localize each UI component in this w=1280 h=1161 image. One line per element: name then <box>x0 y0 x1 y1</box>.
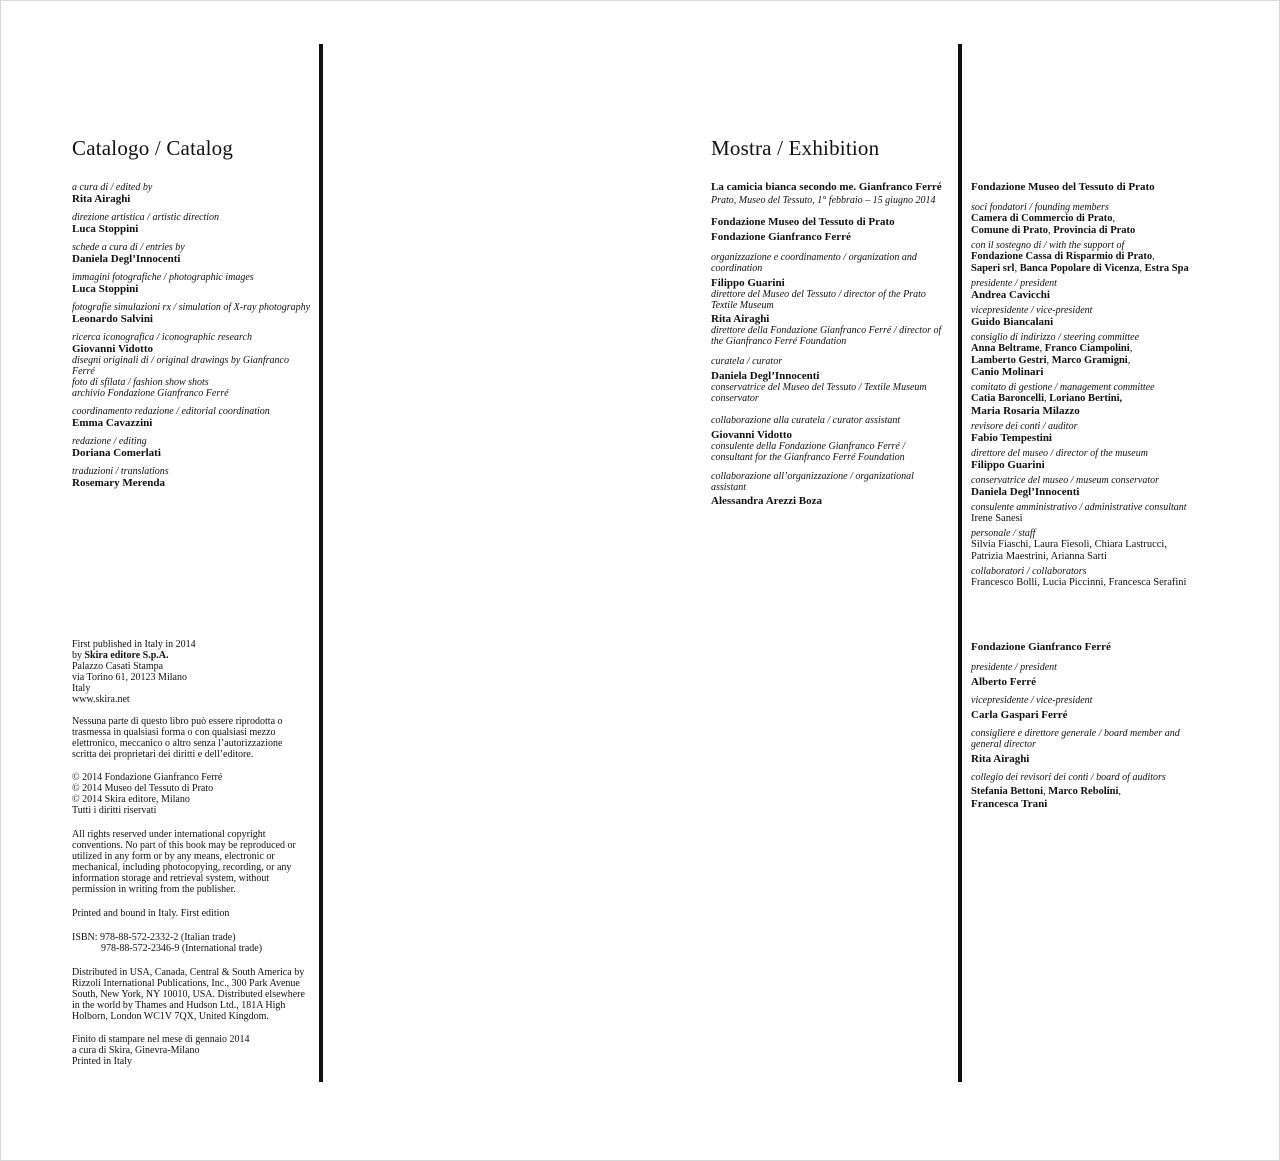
exhibition-venue: Prato, Museo del Tessuto, 1° febbraio – 15 giugno 2014 <box>711 195 936 206</box>
catalog-entry <box>72 466 312 489</box>
exhibition-role: curatela / curator <box>711 356 783 367</box>
catalog-section <box>72 136 312 496</box>
organizer-name: Fondazione Museo del Tessuto di Prato <box>711 216 895 228</box>
vidotto-note: foto di sfilata / fashion show shots <box>72 377 209 388</box>
exhibition-name: Rita Airaghi <box>711 313 770 325</box>
catalog-role: ricerca iconografica / iconographic research <box>72 332 252 343</box>
museum-name: Guido Biancalani <box>971 316 1054 328</box>
ferre-name: Rita Airaghi <box>971 753 1030 765</box>
supporter-name: Banca Popolare di Vicenza <box>1019 262 1140 274</box>
catalog-role: coordinamento redazione / editorial coordination <box>72 406 270 417</box>
supporter-name: Saperi srl <box>971 262 1015 274</box>
separator: , <box>1039 343 1045 354</box>
catalog-role: a cura di / edited by <box>72 182 153 193</box>
management-line <box>971 393 1211 405</box>
support-line <box>971 251 1211 263</box>
museum-role: soci fondatori / founding members <box>971 202 1109 213</box>
separator: , <box>1014 262 1020 274</box>
publisher-website: www.skira.net <box>72 694 130 705</box>
catalog-role: direzione artistica / artistic direction <box>72 212 220 223</box>
museum-name: Daniela Degl’Innocenti <box>971 485 1080 498</box>
museum-name: Fabio Tempestini <box>971 431 1052 444</box>
auditor-name: Marco Rebolini <box>1048 786 1119 797</box>
imprint-section <box>72 639 306 1067</box>
isbn-block <box>72 932 306 954</box>
exhibition-name: Alessandra Arezzi Boza <box>711 495 823 507</box>
museum-role: revisore dei conti / auditor <box>971 420 1078 432</box>
member-name: Lamberto Gestri <box>971 354 1047 366</box>
museum-name: Filippo Guarini <box>971 458 1045 471</box>
museum-role: vicepresidente / vice-president <box>971 305 1093 316</box>
separator: , <box>1129 343 1133 354</box>
exhibition-title: La camicia bianca secondo me. Gianfranco Ferré <box>711 181 942 193</box>
organizer-name: Fondazione Gianfranco Ferré <box>711 231 851 243</box>
auditor-name: Francesca Trani <box>971 797 1048 810</box>
museum-role: consiglio di indirizzo / steering committee <box>971 332 1140 343</box>
vidotto-note: disegni originali di / original drawings by Gianfranco Ferré <box>72 355 289 377</box>
publisher-block <box>72 639 306 705</box>
ferre-role: presidente / president <box>971 662 1057 673</box>
separator: , <box>1152 251 1155 262</box>
founders-block <box>971 202 1211 236</box>
museum-role: con il sostegno di / with the support of <box>971 240 1125 251</box>
catalog-name: Luca Stoppini <box>72 283 139 295</box>
collaborators-line: Francesco Bolli, Lucia Piccinni, Francesca Serafini <box>971 577 1187 588</box>
steering-line <box>971 355 1211 367</box>
catalog-role: schede a cura di / entries by <box>72 242 185 253</box>
member-name: Franco Ciampolini <box>1044 343 1130 354</box>
supporter-name: Estra Spa <box>1144 262 1189 274</box>
museum-name: Andrea Cavicchi <box>971 289 1050 301</box>
publisher-name: Skira editore S.p.A. <box>84 650 169 661</box>
separator: , <box>1048 224 1054 236</box>
catalog-entry <box>72 332 312 399</box>
president-block <box>971 278 1211 301</box>
conservator-block <box>971 475 1211 498</box>
exhibition-role: organizzazione e coordinamento / organization and coordination <box>711 252 917 274</box>
ferre-name: Carla Gaspari Ferré <box>971 709 1068 721</box>
separator: , <box>1127 354 1131 366</box>
exhibition-desc: consulente della Fondazione Gianfranco Ferré / consultant for the Gianfranco Ferré Foundation <box>711 441 906 463</box>
copyright-line: © 2014 Fondazione Gianfranco Ferré <box>72 772 223 783</box>
catalog-entry <box>72 436 312 459</box>
support-block <box>971 240 1211 274</box>
museum-heading: Fondazione Museo del Tessuto di Prato <box>971 181 1155 193</box>
member-name: Loriano Bertini, <box>1049 393 1123 404</box>
colophon-line: Printed in Italy <box>72 1056 132 1067</box>
copyright-line: © 2014 Skira editore, Milano <box>72 794 190 805</box>
imprint-line: Italy <box>72 683 91 694</box>
ferre-auditors-block <box>971 772 1211 810</box>
isbn-line: ISBN: 978-88-572-2332-2 (Italian trade) <box>72 932 236 943</box>
management-block <box>971 382 1211 417</box>
exhibition-name: Giovanni Vidotto <box>711 429 792 441</box>
museum-role: comitato di gestione / management committee <box>971 382 1155 393</box>
ferre-president-block <box>971 662 1211 688</box>
ferre-vice-block <box>971 695 1211 721</box>
exhibition-role: collaborazione all’organizzazione / organizational assistant <box>711 471 914 493</box>
left-vertical-rule <box>319 44 323 1082</box>
organization-block <box>711 252 947 347</box>
rights-italian: Nessuna parte di questo libro può essere riprodotta o trasmessa in qualsiasi forma o con qualsiasi mezzo elettronico, meccanico o altro senza l’autorizzazione scritta dei proprietari dei diritti e dell’editore. <box>72 716 283 760</box>
support-line <box>971 263 1211 275</box>
imprint-line: via Torino 61, 20123 Milano <box>72 672 187 683</box>
vidotto-note: archivio Fondazione Gianfranco Ferré <box>72 388 229 399</box>
museum-role: direttore del museo / director of the museum <box>971 447 1148 459</box>
ferre-board-block <box>971 728 1211 765</box>
colophon-line: Finito di stampare nel mese di gennaio 2014 <box>72 1034 250 1045</box>
catalog-role: traduzioni / translations <box>72 466 169 477</box>
museum-name: Irene Sanesi <box>971 512 1023 524</box>
exhibition-desc: direttore del Museo del Tessuto / director of the Prato Textile Museum <box>711 289 926 311</box>
vice-president-block <box>971 305 1211 328</box>
exhibition-heading: Mostra / Exhibition <box>711 136 880 160</box>
staff-line: Silvia Fiaschi, Laura Fiesoli, Chiara Lastrucci, <box>971 539 1167 550</box>
catalog-entry <box>72 272 312 295</box>
separator: , <box>1043 786 1049 797</box>
colophon-block <box>72 1034 306 1067</box>
auditor-name: Stefania Bettoni <box>971 786 1044 797</box>
admin-consultant-block <box>971 502 1211 525</box>
exhibition-title-block <box>711 181 947 206</box>
steering-block <box>971 332 1211 378</box>
member-name: Marco Gramigni <box>1051 354 1128 366</box>
museum-role: personale / staff <box>971 528 1036 539</box>
staff-line: Patrizia Maestrini, Arianna Sarti <box>971 550 1107 562</box>
catalog-entry <box>72 302 312 325</box>
member-name: Canio Molinari <box>971 366 1044 378</box>
isbn-line: 978-88-572-2346-9 (International trade) <box>101 943 263 954</box>
catalog-name: Daniela Degl’Innocenti <box>72 253 181 265</box>
exhibition-desc: conservatrice del Museo del Tessuto / Textile Museum conservator <box>711 382 927 404</box>
catalog-name: Rosemary Merenda <box>72 477 165 489</box>
staff-block <box>971 528 1211 562</box>
member-name: Catia Baroncelli <box>971 393 1045 404</box>
catalog-role: fotografie simulazioni rx / simulation of X-ray photography <box>72 302 311 313</box>
organizational-assistant-block <box>711 471 947 507</box>
ferre-role: collegio dei revisori dei conti / board of auditors <box>971 772 1166 783</box>
separator: , <box>1139 262 1145 274</box>
catalog-name: Doriana Comerlati <box>72 447 161 459</box>
colophon-line: a cura di Skira, Ginevra-Milano <box>72 1045 200 1056</box>
curator-assistant-block <box>711 415 947 463</box>
copyright-line: Tutti i diritti riservati <box>72 805 157 816</box>
supporter-name: Fondazione Cassa di Risparmio di Prato <box>971 251 1153 262</box>
museum-role: conservatrice del museo / museum conservator <box>971 474 1160 486</box>
exhibition-section <box>711 136 947 514</box>
organizers-block <box>711 216 947 243</box>
catalog-entry <box>72 242 312 265</box>
imprint-line: Palazzo Casati Stampa <box>72 661 164 672</box>
catalog-name: Leonardo Salvini <box>72 313 153 325</box>
catalog-entry <box>72 406 312 429</box>
collaborators-block <box>971 566 1211 589</box>
catalog-name: Emma Cavazzini <box>72 417 153 429</box>
exhibition-name: Filippo Guarini <box>711 277 785 289</box>
exhibition-role: collaborazione alla curatela / curator assistant <box>711 415 901 426</box>
founder-name: Provincia di Prato <box>1053 224 1136 236</box>
museum-role: presidente / president <box>971 278 1057 289</box>
distribution-note: Distributed in USA, Canada, Central & South America by Rizzoli International Publications, Inc., 300 Park Avenue South, New York, NY 10010, USA. Distributed elsewhere in the world by Thames and Hudson Ltd., 181A High Holborn, London WC1V 7QX, United Kingdom. <box>72 967 305 1022</box>
museum-section <box>971 181 1211 593</box>
right-vertical-rule <box>958 44 962 1082</box>
founders-line <box>971 225 1211 237</box>
imprint-line: First published in Italy in 2014 <box>72 639 196 650</box>
director-block <box>971 448 1211 471</box>
museum-role: consulente amministrativo / administrative consultant <box>971 501 1187 513</box>
separator: , <box>1112 213 1116 224</box>
catalog-name: Giovanni Vidotto <box>72 343 153 355</box>
catalog-entry <box>72 182 312 205</box>
rights-english: All rights reserved under international copyright conventions. No part of this book may be reproduced or utilized in any form or by any means, electronic or mechanical, including photocopying, recording, or any information storage and retrieval system, without permission in writing from the publisher. <box>72 829 296 895</box>
founders-line <box>971 213 1211 225</box>
imprint-line <box>72 650 306 661</box>
auditors-line <box>971 786 1211 798</box>
catalog-name: Rita Airaghi <box>72 193 131 205</box>
founder-name: Comune di Prato <box>971 224 1048 236</box>
catalog-name: Luca Stoppini <box>72 223 139 235</box>
imprint-by: by <box>72 650 85 661</box>
copyright-line: © 2014 Museo del Tessuto di Prato <box>72 783 214 794</box>
steering-line <box>971 343 1211 355</box>
catalog-role: immagini fotografiche / photographic images <box>72 272 254 283</box>
exhibition-desc: direttore della Fondazione Gianfranco Ferré / director of the Gianfranco Ferré Foundation <box>711 325 942 347</box>
copyright-block <box>72 772 306 816</box>
catalog-heading: Catalogo / Catalog <box>72 136 234 160</box>
member-name: Anna Beltrame <box>971 343 1040 354</box>
catalog-role: redazione / editing <box>72 436 147 447</box>
separator: , <box>1046 354 1052 366</box>
ferre-role: vicepresidente / vice-president <box>971 695 1093 706</box>
separator: , <box>1044 393 1050 404</box>
auditor-block <box>971 421 1211 444</box>
catalog-entry <box>72 212 312 235</box>
curator-block <box>711 356 947 404</box>
ferre-heading: Fondazione Gianfranco Ferré <box>971 641 1111 653</box>
ferre-foundation-section <box>971 641 1211 817</box>
printed-note: Printed and bound in Italy. First edition <box>72 908 230 919</box>
exhibition-name: Daniela Degl’Innocenti <box>711 370 820 382</box>
member-name: Maria Rosaria Milazzo <box>971 404 1080 417</box>
founder-name: Camera di Commercio di Prato <box>971 213 1113 224</box>
museum-role: collaboratori / collaborators <box>971 566 1087 577</box>
separator: , <box>1118 786 1122 797</box>
ferre-role: consigliere e direttore generale / board member and general director <box>971 728 1180 750</box>
ferre-name: Alberto Ferré <box>971 676 1037 688</box>
